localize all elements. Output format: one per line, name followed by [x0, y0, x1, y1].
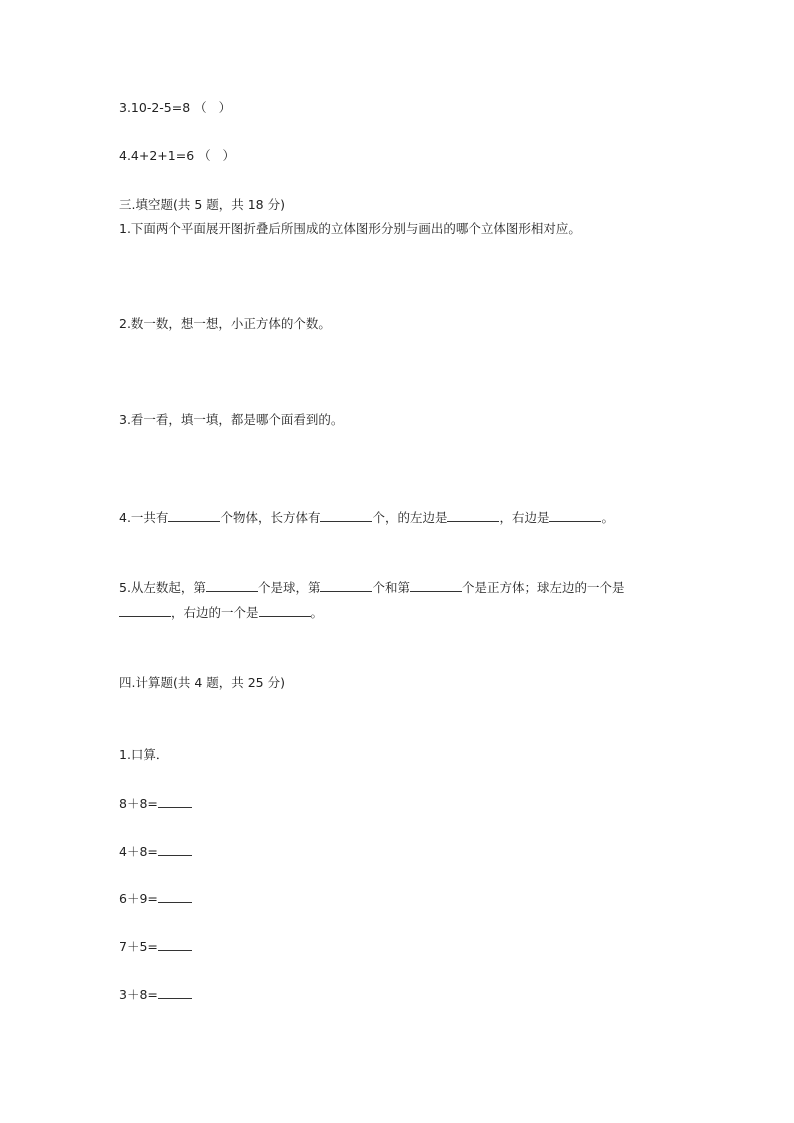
calc-item-5	[119, 985, 192, 1004]
answer-blank[interactable]	[206, 578, 258, 592]
answer-blank[interactable]	[447, 508, 499, 522]
answer-blank[interactable]	[158, 794, 192, 808]
answer-blank[interactable]	[549, 508, 601, 522]
fill-q5-text-2: 个是球，第	[257, 580, 321, 595]
calc-question-1-title: 1.口算．	[119, 747, 169, 762]
answer-blank[interactable]	[168, 508, 220, 522]
judge-question-3: 3.10-2-5=8 （ ）	[119, 100, 232, 115]
fill-q5-text-1: 5.从左数起，第	[119, 580, 206, 595]
fill-question-2: 2.数一数，想一想，小正方体的个数。	[119, 316, 331, 331]
answer-blank[interactable]	[158, 937, 192, 951]
calc-item-2	[119, 842, 192, 861]
fill-q5-text-3: 个和第	[372, 580, 410, 595]
fill-q4-text-2: 个物体，长方体有	[220, 510, 321, 525]
answer-blank[interactable]	[158, 985, 192, 999]
judge-question-4: 4.4+2+1=6 （ ）	[119, 148, 236, 163]
fill-question-3: 3.看一看，填一填，都是哪个面看到的。	[119, 412, 344, 427]
calc-expression: 4＋8=	[119, 844, 158, 859]
answer-blank[interactable]	[410, 578, 462, 592]
answer-blank[interactable]	[320, 508, 372, 522]
calc-expression: 3＋8=	[119, 987, 158, 1002]
fill-q5-text-6: 。	[310, 605, 324, 620]
fill-q5-text-5: ，右边的一个是	[171, 605, 259, 620]
fill-question-5	[119, 578, 624, 597]
fill-question-1: 1.下面两个平面展开图折叠后所围成的立体图形分别与画出的哪个立体图形相对应。	[119, 221, 581, 236]
answer-blank[interactable]	[158, 842, 192, 856]
calc-item-4	[119, 937, 192, 956]
fill-q4-text-1: 4.一共有	[119, 510, 169, 525]
fill-q5-text-4: 个是正方体；球左边的一个是	[461, 580, 625, 595]
calc-item-1	[119, 794, 192, 813]
calc-expression: 8＋8=	[119, 796, 158, 811]
section-4-heading: 四.计算题(共 4 题，共 25 分)	[119, 675, 285, 690]
fill-q4-text-4: ，右边是	[499, 510, 550, 525]
fill-question-4	[119, 508, 614, 527]
calc-expression: 6＋9=	[119, 891, 158, 906]
answer-blank[interactable]	[119, 603, 171, 617]
answer-blank[interactable]	[259, 603, 311, 617]
calc-expression: 7＋5=	[119, 939, 158, 954]
answer-blank[interactable]	[158, 889, 192, 903]
fill-question-5-cont	[119, 603, 323, 622]
calc-item-3	[119, 889, 192, 908]
fill-q4-text-5: 。	[601, 510, 614, 525]
section-3-heading: 三.填空题(共 5 题，共 18 分)	[119, 197, 285, 212]
fill-q4-text-3: 个，的左边是	[372, 510, 448, 525]
answer-blank[interactable]	[320, 578, 372, 592]
